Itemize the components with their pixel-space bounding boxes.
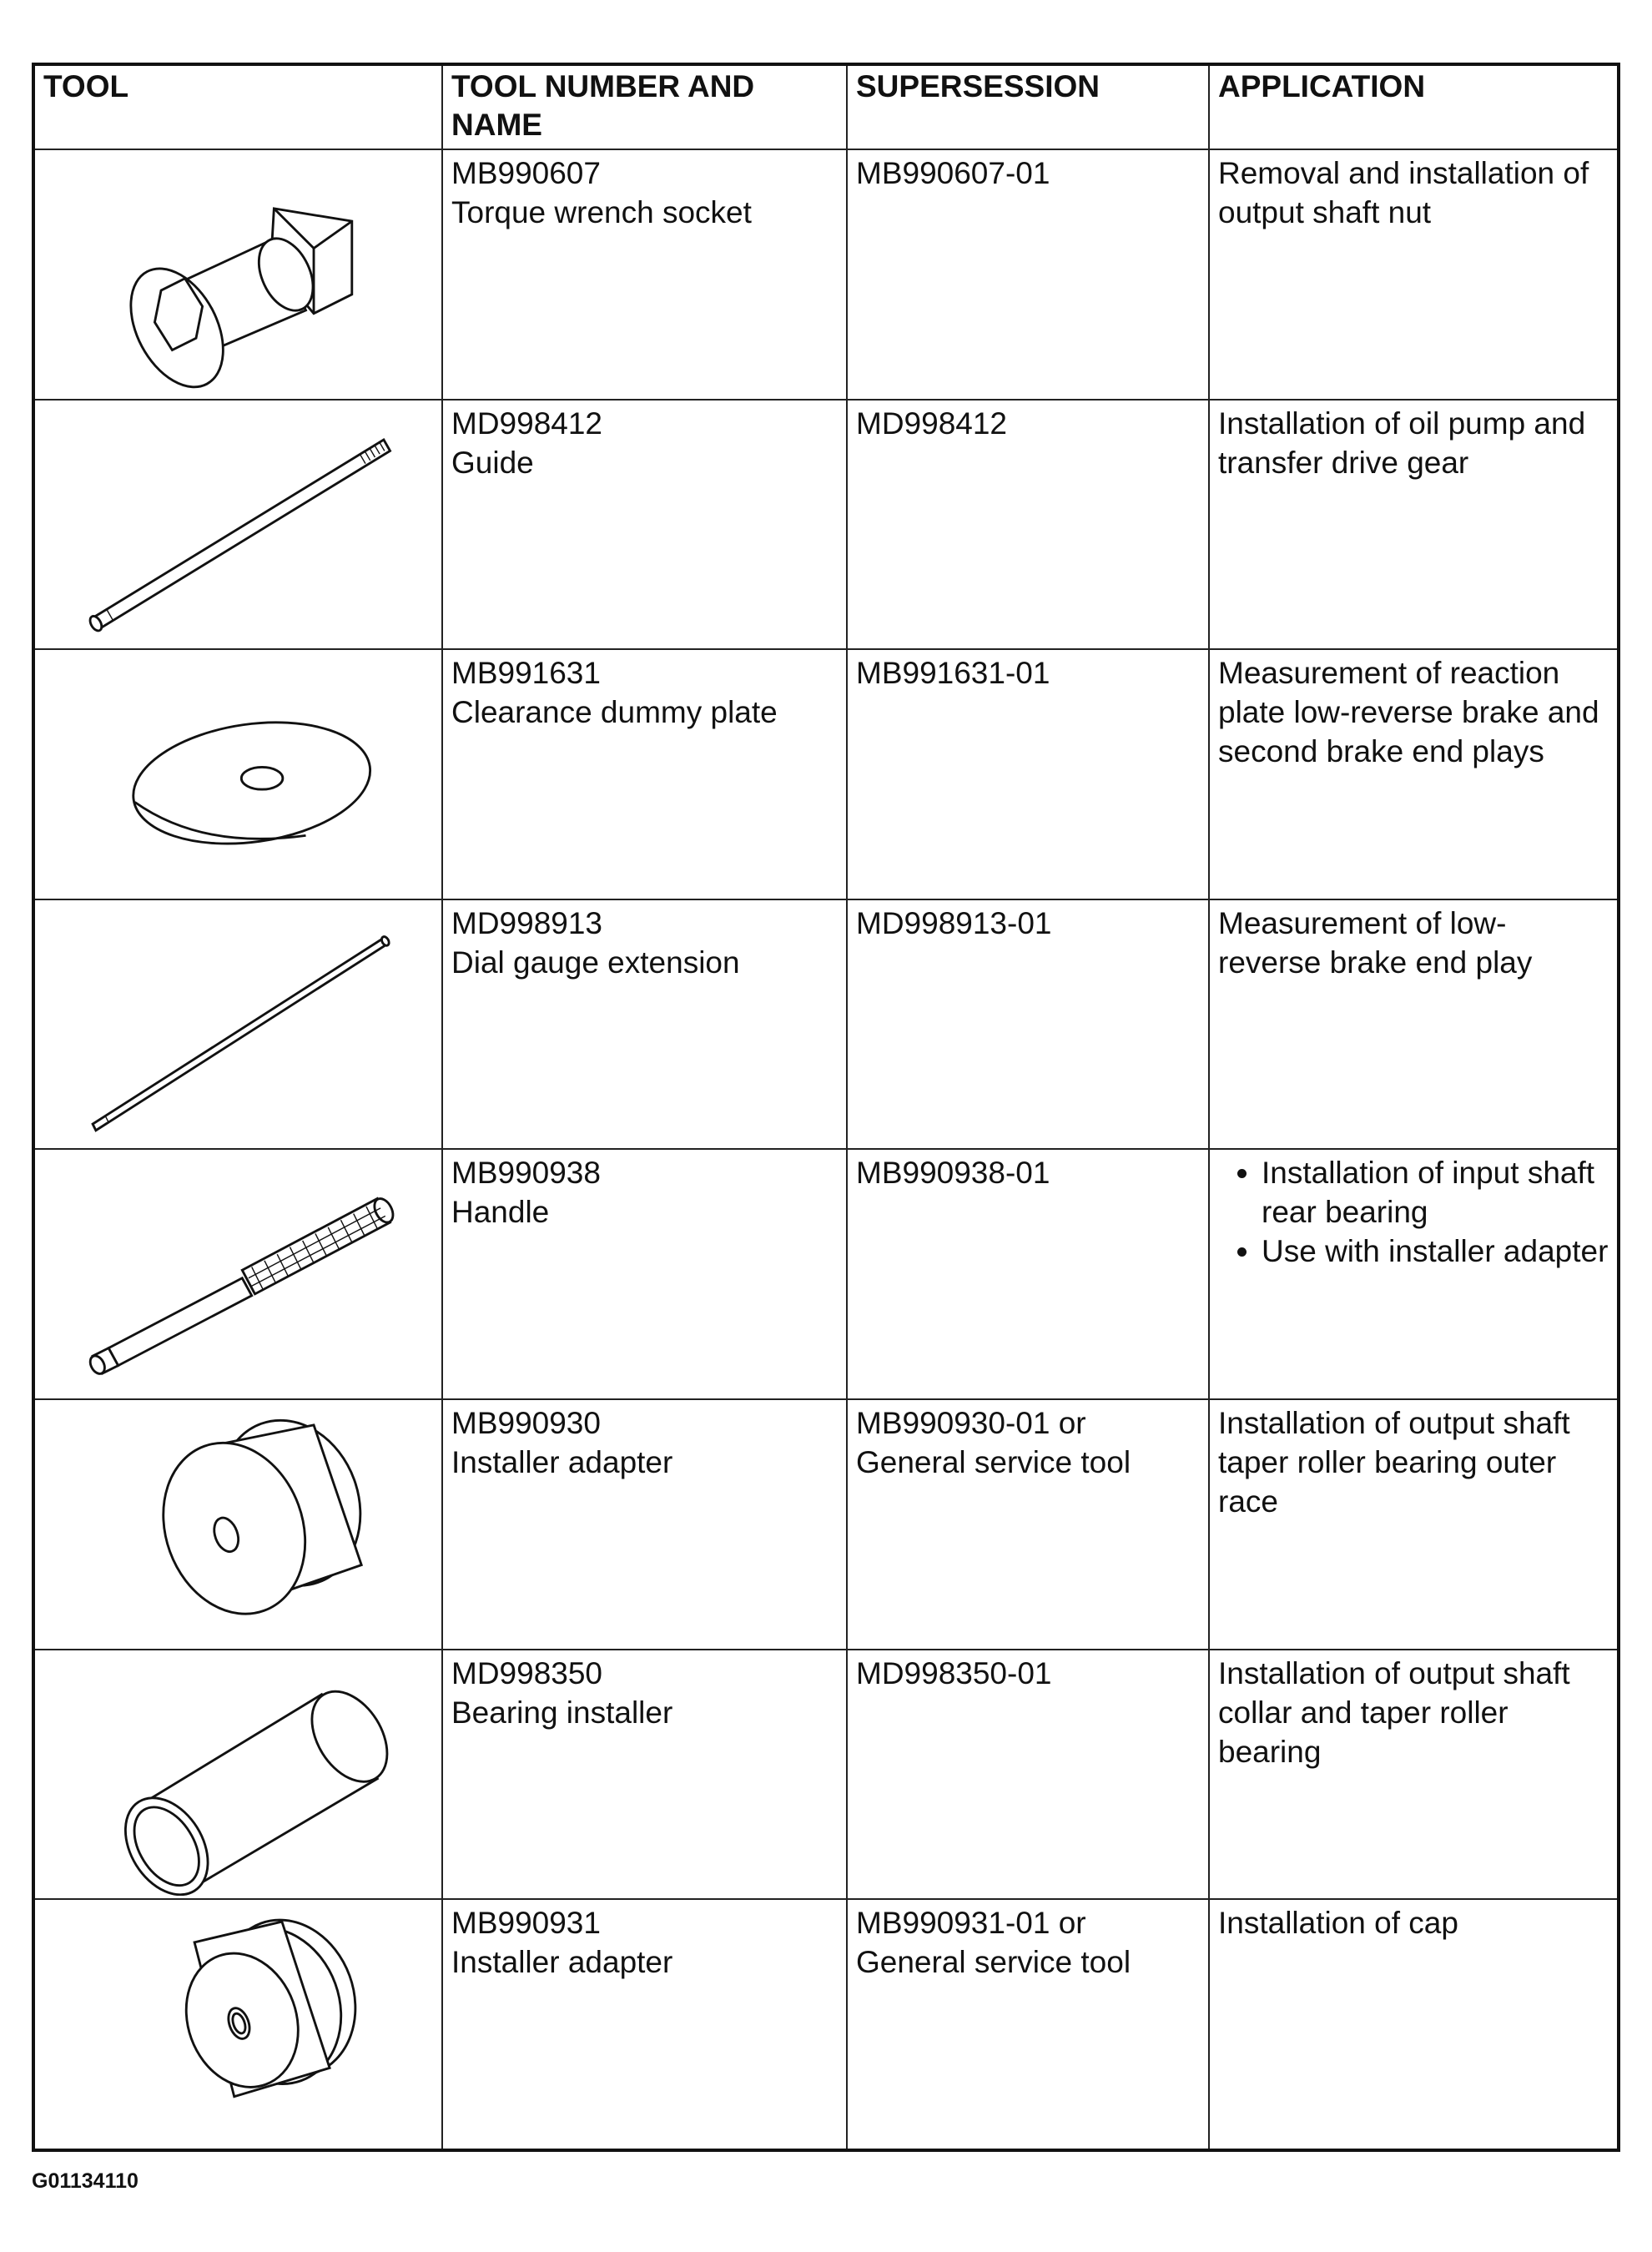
tool-name: Handle <box>451 1195 550 1230</box>
table-row <box>33 899 1619 1150</box>
table-row <box>33 149 1619 400</box>
tool-number: MB990930 <box>451 1406 601 1441</box>
header-tool: TOOL <box>33 64 442 149</box>
tool-number: MB990931 <box>451 1906 601 1941</box>
table-row <box>33 400 1619 650</box>
guide-rod-icon <box>43 404 433 646</box>
application: Installation of output shaft taper roller bearing outer race <box>1209 1399 1619 1650</box>
supersession: MD998350-01 <box>847 1650 1209 1900</box>
header-application: APPLICATION <box>1209 64 1619 149</box>
tool-image-cell <box>33 1399 442 1650</box>
tool-image-cell <box>33 1650 442 1900</box>
dial-gauge-extension-icon <box>43 904 433 1146</box>
table-row <box>33 1899 1619 2150</box>
tool-number: MD998350 <box>451 1655 603 1690</box>
tool-name: Installer adapter <box>451 1445 673 1480</box>
header-tool-number-and-name: TOOL NUMBER AND NAME <box>442 64 847 149</box>
application: Measurement of reaction plate low-reverse brake and second brake end plays <box>1209 649 1619 899</box>
special-tools-table <box>32 63 1620 2152</box>
tool-image-cell <box>33 1899 442 2150</box>
tool-image-cell <box>33 649 442 899</box>
tool-image-cell <box>33 1149 442 1399</box>
handle-icon <box>43 1153 433 1395</box>
bearing-installer-icon <box>43 1654 433 1896</box>
tool-image-cell <box>33 149 442 400</box>
tool-name: Dial gauge extension <box>451 945 740 980</box>
tool-number: MD998412 <box>451 406 603 441</box>
supersession: MB990931-01 or General service tool <box>847 1899 1209 2150</box>
supersession: MD998913-01 <box>847 899 1209 1150</box>
table-row <box>33 649 1619 899</box>
clearance-dummy-plate-icon <box>43 653 433 895</box>
supersession: MB990938-01 <box>847 1149 1209 1399</box>
list-item: • Use with installer adapter <box>1262 1232 1609 1271</box>
torque-wrench-socket-icon <box>43 154 433 395</box>
tool-name: Torque wrench socket <box>451 195 752 229</box>
supersession: MD998412 <box>847 400 1209 650</box>
supersession: MB990930-01 or General service tool <box>847 1399 1209 1650</box>
supersession: MB991631-01 <box>847 649 1209 899</box>
table-row <box>33 1399 1619 1650</box>
application: Installation of cap <box>1209 1899 1619 2150</box>
header-supersession: SUPERSESSION <box>847 64 1209 149</box>
figure-id: G01134110 <box>32 2169 139 2193</box>
tool-name: Bearing installer <box>451 1695 673 1730</box>
application-bullet-list <box>1218 1153 1609 1271</box>
application: Installation of oil pump and transfer drive gear <box>1209 400 1619 650</box>
list-item: • Installation of input shaft rear bearing <box>1262 1153 1609 1232</box>
tool-number: MD998913 <box>451 905 603 940</box>
tool-name: Clearance dummy plate <box>451 695 778 730</box>
tool-number: MB991631 <box>451 656 601 691</box>
supersession: MB990607-01 <box>847 149 1209 400</box>
tool-number: MB990938 <box>451 1156 601 1191</box>
tool-number: MB990607 <box>451 156 601 190</box>
installer-adapter-stepped-icon <box>43 1903 433 2145</box>
application: Removal and installation of output shaft nut <box>1209 149 1619 400</box>
tool-image-cell <box>33 400 442 650</box>
table-row <box>33 1650 1619 1900</box>
application: Measurement of low-reverse brake end play <box>1209 899 1619 1150</box>
application <box>1209 1149 1619 1399</box>
table-header-row <box>33 64 1619 149</box>
tool-image-cell <box>33 899 442 1150</box>
table-row <box>33 1149 1619 1399</box>
tool-name: Guide <box>451 445 534 480</box>
installer-adapter-disc-icon <box>43 1403 433 1645</box>
tool-name: Installer adapter <box>451 1945 673 1980</box>
application: Installation of output shaft collar and taper roller bearing <box>1209 1650 1619 1900</box>
